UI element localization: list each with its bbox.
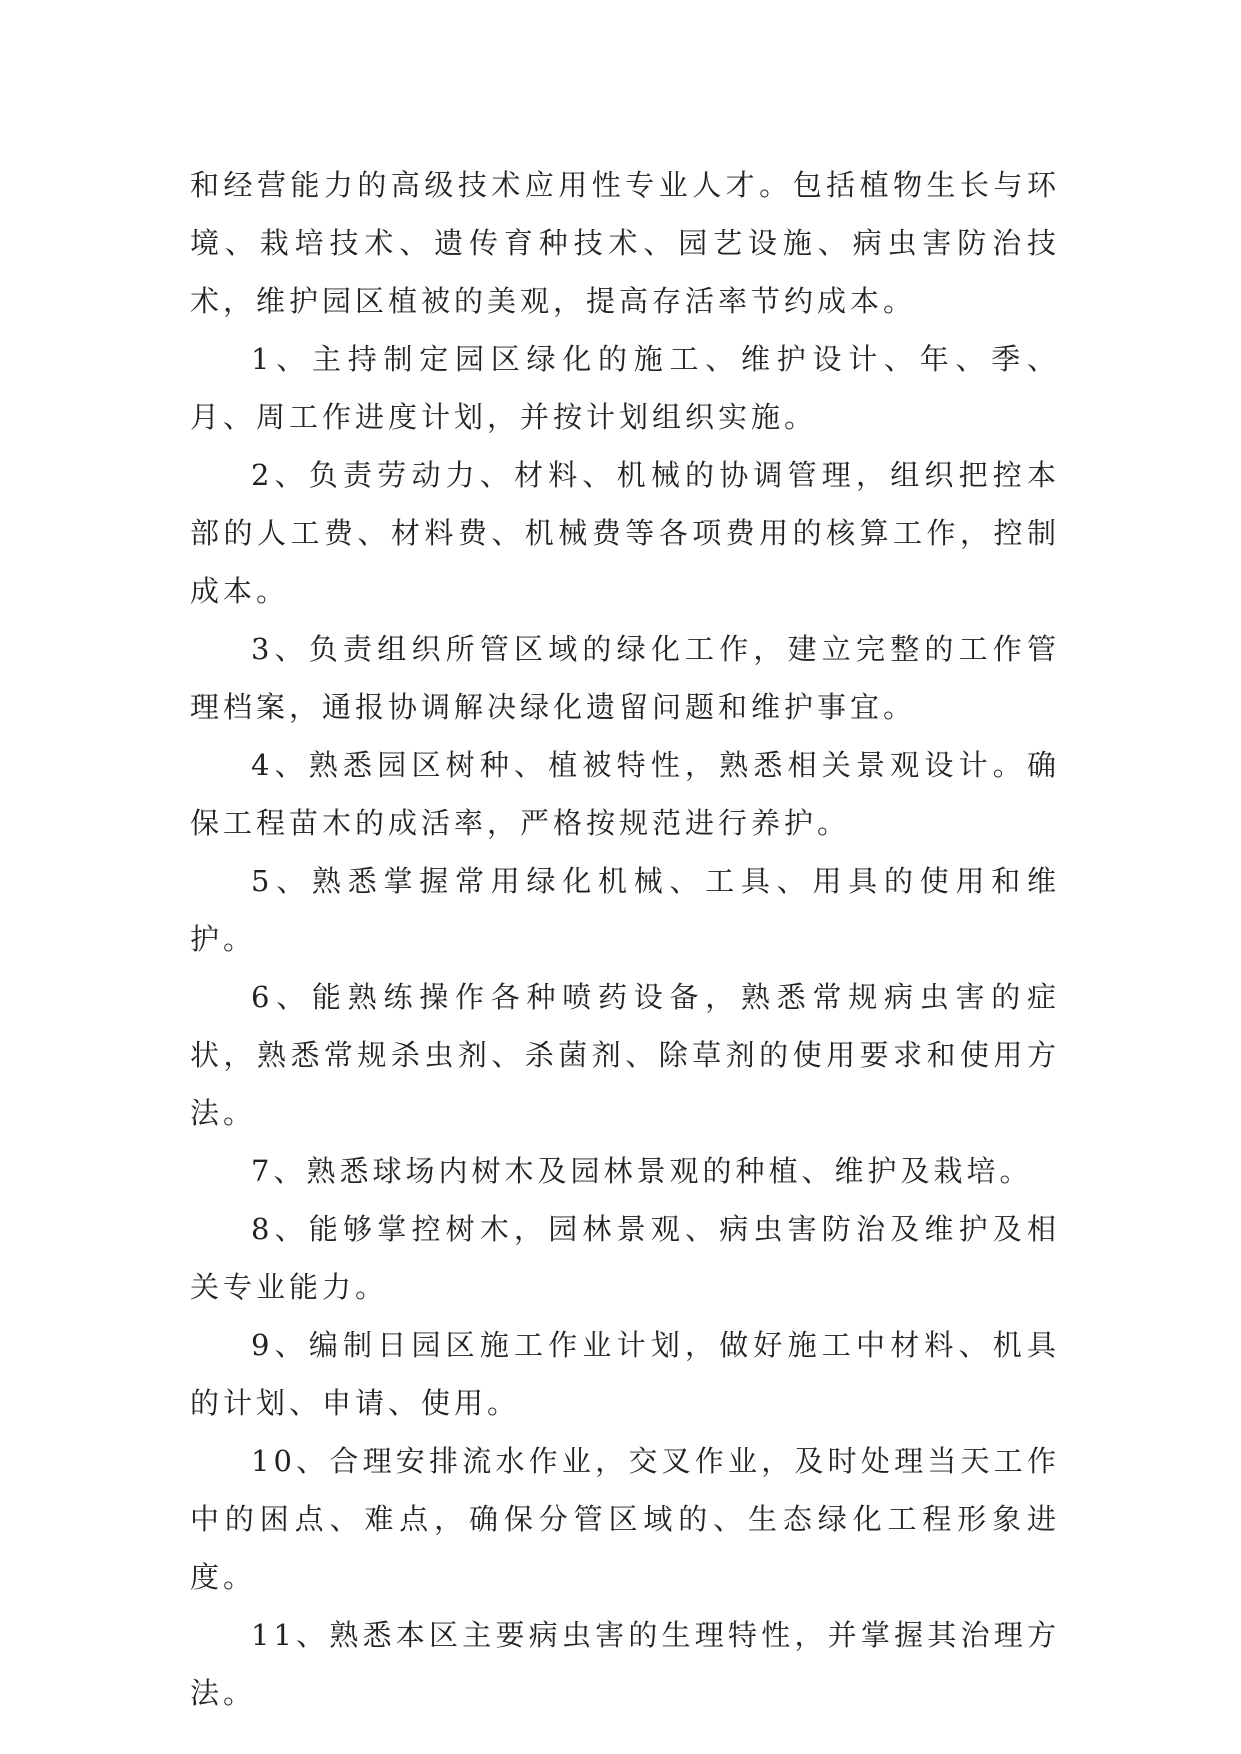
paragraph-item-3: 3、负责组织所管区域的绿化工作，建立完整的工作管理档案，通报协调解决绿化遗留问题和维护事宜。 <box>190 632 1060 724</box>
paragraph-item-6: 6、能熟练操作各种喷药设备，熟悉常规病虫害的症状，熟悉常规杀虫剂、杀菌剂、除草剂的使用要求和使用方法。 <box>190 980 1060 1130</box>
paragraph-item-8: 8、能够掌控树木，园林景观、病虫害防治及维护及相关专业能力。 <box>190 1212 1060 1304</box>
paragraph-item-1: 1、主持制定园区绿化的施工、维护设计、年、季、月、周工作进度计划，并按计划组织实施。 <box>190 342 1060 434</box>
paragraph-item-10: 10、合理安排流水作业，交叉作业，及时处理当天工作中的困点、难点，确保分管区域的、生态绿化工程形象进度。 <box>190 1444 1060 1594</box>
paragraph-item-4: 4、熟悉园区树种、植被特性，熟悉相关景观设计。确保工程苗木的成活率，严格按规范进行养护。 <box>190 748 1060 840</box>
paragraph-item-5: 5、熟悉掌握常用绿化机械、工具、用具的使用和维护。 <box>190 864 1060 956</box>
paragraph-item-7: 7、熟悉球场内树木及园林景观的种植、维护及栽培。 <box>251 1154 1033 1188</box>
paragraph-item-9: 9、编制日园区施工作业计划，做好施工中材料、机具的计划、申请、使用。 <box>190 1328 1060 1420</box>
document-body <box>190 156 1060 1722</box>
paragraph-item-2: 2、负责劳动力、材料、机械的协调管理，组织把控本部的人工费、材料费、机械费等各项费用的核算工作，控制成本。 <box>190 458 1060 608</box>
paragraph-intro: 和经营能力的高级技术应用性专业人才。包括植物生长与环境、栽培技术、遗传育种技术、园艺设施、病虫害防治技术，维护园区植被的美观，提高存活率节约成本。 <box>190 168 1060 318</box>
paragraph-item-11: 11、熟悉本区主要病虫害的生理特性，并掌握其治理方法。 <box>190 1618 1060 1710</box>
